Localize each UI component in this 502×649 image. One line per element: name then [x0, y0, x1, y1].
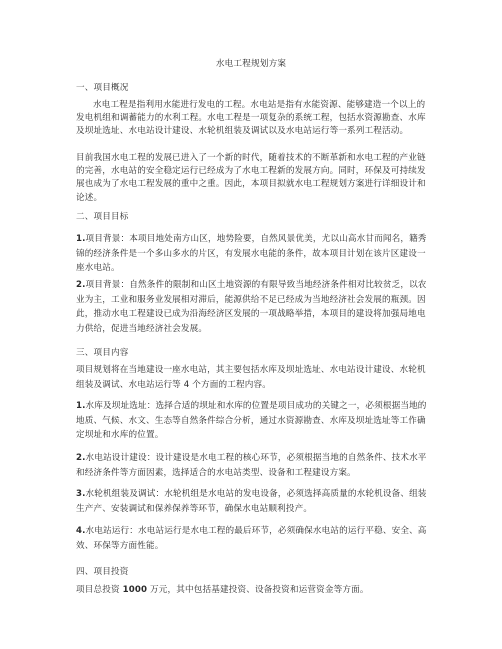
goal-item-1 — [76, 232, 428, 276]
section-heading-content: 三、项目内容 — [76, 348, 129, 358]
goal-item-number: 1. — [76, 234, 86, 244]
document-title: 水电工程规划方案 — [215, 59, 287, 69]
content-item-4 — [76, 524, 428, 553]
section-heading-overview: 一、项目概况 — [76, 83, 129, 93]
content-item-number: 3. — [76, 489, 86, 499]
content-intro-paragraph: 项目规划将在当地建设一座水电站，其主要包括水库及坝址选址、水电站设计建设、水轮机组装及调试、水电站运行等 4 个方面的工程内容。 — [76, 365, 426, 390]
overview-paragraph-2: 目前我国水电工程的发展已进入了一个新的时代，随着技术的不断革新和水电工程的产业链的完善，水电站的安全稳定运行已经成为了水电工程新的发展方向。同时，环保及可持续发展也成为了水电工程发展的重中之重。因此，本项目拟就水电工程规划方案进行详细设计和论述。 — [76, 153, 426, 203]
goal-item-number: 2. — [76, 280, 86, 290]
investment-text-pre: 项目总投资 — [76, 585, 123, 595]
investment-text-post: 万元，其中包括基建投资、设备投资和运营资金等方面。 — [147, 585, 369, 595]
content-item-number: 2. — [76, 453, 86, 463]
goal-item-2 — [76, 278, 428, 336]
content-item-number: 4. — [76, 526, 86, 536]
content-item-number: 1. — [76, 401, 86, 411]
content-item-text: 水轮机组装及调试：水轮机组是水电站的发电设备，必须选择高质量的水轮机设备、组装生产产、安装调试和保养保养等环节，确保水电站顺利投产。 — [76, 489, 427, 514]
section-heading-goals: 二、项目目标 — [76, 212, 129, 222]
content-item-2 — [76, 451, 428, 480]
content-item-text: 水电站设计建设：设计建设是水电工程的核心环节，必须根据当地的自然条件、技术水平和经济条件等方面因素，选择适合的水电站类型、设备和工程建设方案。 — [76, 453, 427, 478]
content-item-3 — [76, 487, 428, 516]
overview-paragraph-1: 水电工程是指利用水能进行发电的工程。水电站是指有水能资源、能够建造一个以上的发电机组和调蓄能力的水利工程。水电工程是一项复杂的系统工程，包括水资源勘查、水库及坝址选址、水电站设计建设、水轮机组装及调试以及水电站运行等一系列工程活动。 — [76, 100, 426, 137]
goal-item-text: 项目背景：本项目地处南方山区，地势险要，自然风景优美，尤以山高水甘而闻名，籍秀锦的经济条件是一个多山多水的片区，有发展水电能的条件，故本项目计划在该片区建设一座水电站。 — [76, 234, 427, 273]
goal-item-text: 项目背景：自然条件的限制和山区土地资源的有限导致当地经济条件相对比较贫乏，以农业为主，工业和服务业发展相对滞后，能源供给不足已经成为当地经济社会发展的瓶颈。因此，推动水电工程建设已成为沿海经济区发展的一项战略举措，本项目的建设将加强局地电力供给，促进当地经济社会发展。 — [76, 280, 427, 334]
content-item-1 — [76, 399, 428, 443]
investment-paragraph — [76, 583, 428, 598]
section-heading-investment: 四、项目投资 — [76, 567, 129, 577]
investment-amount: 1000 — [122, 585, 148, 595]
content-item-text: 水库及坝址选址：选择合适的坝址和水库的位置是项目成功的关键之一，必须根据当地的地质、气候、水文、生态等自然条件综合分析，通过水资源勘查、水库及坝址选址等工作确定坝址和水库的位置。 — [76, 401, 427, 440]
content-item-text: 水电站运行：水电站运行是水电工程的最后环节，必须确保水电站的运行平稳、安全、高效、环保等方面性能。 — [76, 526, 427, 551]
